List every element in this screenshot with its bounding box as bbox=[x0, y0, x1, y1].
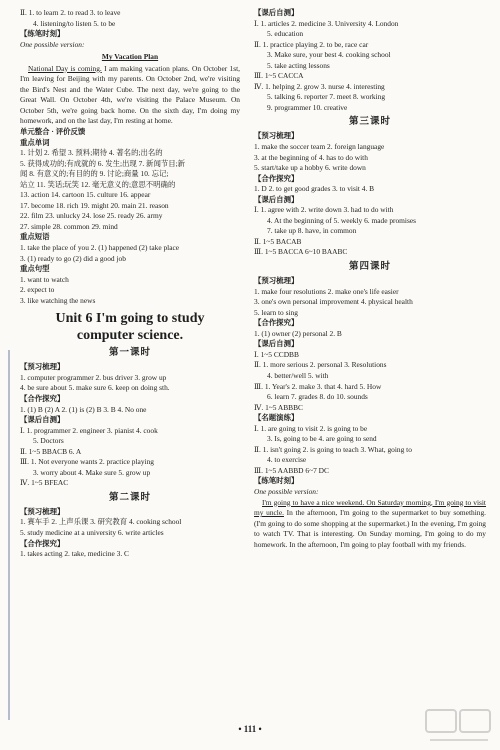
answer-line: Ⅲ. 1. Not everyone wants 2. practice playing bbox=[20, 457, 154, 467]
lesson-heading-1: 第一课时 bbox=[108, 348, 151, 359]
answer-line: 4. listening/to listen 5. to be bbox=[33, 18, 116, 28]
answer-line: Ⅱ. 1~5 BACAB bbox=[254, 236, 302, 246]
left-column bbox=[20, 8, 240, 560]
answer-line: 3. worry about 4. Make sure 5. grow up bbox=[33, 467, 151, 477]
section-header-preview: 【预习梳理】 bbox=[254, 131, 299, 141]
section-header-cooperation: 【合作探究】 bbox=[20, 393, 65, 403]
essay-body: In the afternoon, I'm going to the supermarket to buy something. (I'm going to do some shopping at the supermarket.) In the evening, I'm going to watch TV. That is interesting. On Sunday morning, I'm going to do my homework. In the afternoon, I'm going to play football with my friends. bbox=[254, 508, 486, 549]
key-words-line: 17. become 18. rich 19. might 20. main 21. reason bbox=[20, 200, 169, 210]
answer-line: 7. take up 8. have, in common bbox=[267, 226, 357, 236]
answer-line: 1. D 2. to get good grades 3. to visit 4. B bbox=[254, 184, 375, 194]
answer-line: 4. be sure about 5. make sure 6. keep on doing sth. bbox=[20, 383, 170, 393]
unit-title-line-1: Unit 6 I'm going to study bbox=[55, 311, 205, 327]
answer-line: Ⅲ. 1~5 CACCA bbox=[254, 71, 304, 81]
answer-line: 5. learn to sing bbox=[254, 307, 298, 317]
answer-line: Ⅲ. 1. Year's 2. make 3. that 4. hard 5. How bbox=[254, 381, 382, 391]
section-header-preview: 【预习梳理】 bbox=[254, 276, 299, 286]
lesson-heading-2: 第二课时 bbox=[108, 492, 151, 503]
key-phrases-line: 1. take the place of you 2. (1) happened (2) take place bbox=[20, 243, 180, 253]
answer-line: 9. programmer 10. creative bbox=[267, 102, 348, 112]
key-words-line: 27. simple 28. common 29. mind bbox=[20, 221, 118, 231]
essay-paragraph bbox=[254, 498, 486, 551]
watermark-logo bbox=[424, 706, 494, 746]
section-header-practice: 【练笔时刻】 bbox=[20, 29, 65, 39]
key-sentences-line: 2. expect to bbox=[20, 285, 55, 295]
section-header-preview: 【预习梳理】 bbox=[20, 362, 65, 372]
essay-body: I am making vacation plans. On October 1st, I'm leaving for Beijing with my parents. On October 2nd, we're visiting the Bird's Nest and the Water Cube. The next day, we're going to the Great Wall. On October 4th, we're visiting the Palace Museum. On October 5th, we're going back home. On the sixth day, I'm doing my homework, and on the last day, I'm resting at home. bbox=[20, 63, 241, 126]
answer-line: Ⅳ. 1~5 BFEAC bbox=[20, 478, 69, 488]
key-sentences-line: 3. like watching the news bbox=[20, 295, 96, 305]
section-header-cooperation: 【合作探究】 bbox=[20, 538, 65, 548]
answer-line: 1. (1) owner (2) personal 2. B bbox=[254, 328, 342, 338]
key-words-line: 1. 计划 2. 希望 3. 预料;期待 4. 著名的;出名的 bbox=[20, 148, 163, 158]
section-header-self-test: 【课后自测】 bbox=[254, 194, 299, 204]
section-header-self-test: 【课后自测】 bbox=[20, 415, 65, 425]
answer-line: 5. study medicine at a university 6. write articles bbox=[20, 527, 164, 537]
answer-line: 5. Doctors bbox=[33, 436, 64, 446]
answer-line: 3. at the beginning of 4. has to do with bbox=[254, 152, 368, 162]
key-words-line: 22. film 23. unlucky 24. lose 25. ready 26. army bbox=[20, 211, 163, 221]
answer-line: 4. to exercise bbox=[267, 455, 307, 465]
key-sentences-label: 重点句型 bbox=[20, 264, 50, 274]
essay-first-sentence: National Day is coming. bbox=[28, 63, 102, 73]
answer-line: 5. take acting lessons bbox=[267, 60, 330, 70]
unit-review-header: 单元整合 · 评价反馈 bbox=[20, 127, 86, 137]
key-words-line: 闻 8. 有意义的;有目的的 9. 讨论;商量 10. 忘记; bbox=[20, 169, 169, 179]
answer-line: Ⅱ. 1. isn't going 2. is going to teach 3. What, going to bbox=[254, 444, 412, 454]
answer-line: 3. one's own personal improvement 4. physical health bbox=[254, 297, 413, 307]
essay-paragraph bbox=[20, 64, 240, 127]
answer-line: Ⅳ. 1. helping 2. grow 3. nurse 4. interesting bbox=[254, 81, 385, 91]
answer-line: Ⅰ. 1. are going to visit 2. is going to be bbox=[254, 423, 368, 433]
key-words-label: 重点单词 bbox=[20, 137, 50, 147]
answer-line: 1. (1) B (2) A 2. (1) is (2) B 3. B 4. No one bbox=[20, 404, 147, 414]
answer-line: 4. better/well 5. with bbox=[267, 370, 329, 380]
answer-line: Ⅰ. 1. agree with 2. write down 3. had to do with bbox=[254, 205, 394, 215]
answer-line: 6. learn 7. grades 8. do 10. sounds bbox=[267, 392, 368, 402]
possible-version-label: One possible version: bbox=[254, 486, 319, 496]
lesson-heading-3: 第三课时 bbox=[348, 117, 391, 128]
answer-line: 1. make four resolutions 2. make one's life easier bbox=[254, 286, 399, 296]
answer-line: 5. talking 6. reporter 7. meet 8. working bbox=[267, 92, 386, 102]
answer-line: 1. computer programmer 2. bus driver 3. grow up bbox=[20, 372, 167, 382]
answer-line: 5. start/take up a hobby 6. write down bbox=[254, 163, 366, 173]
possible-version-label: One possible version: bbox=[20, 39, 85, 49]
essay-title: My Vacation Plan bbox=[101, 52, 159, 62]
unit-title bbox=[20, 310, 240, 344]
key-words-line: 5. 获得成功的;有成就的 6. 发生;出现 7. 新闻节目;新 bbox=[20, 158, 186, 168]
section-header-cooperation: 【合作探究】 bbox=[254, 318, 299, 328]
section-header-cooperation: 【合作探究】 bbox=[254, 173, 299, 183]
unit-title-line-2: computer science. bbox=[76, 328, 184, 344]
section-header-preview: 【预习梳理】 bbox=[20, 506, 65, 516]
answer-line: Ⅲ. 1~5 BACCA 6~10 BAABC bbox=[254, 247, 348, 257]
key-sentences-line: 1. want to watch bbox=[20, 274, 69, 284]
answer-line: Ⅰ. 1. articles 2. medicine 3. University 4. London bbox=[254, 18, 399, 28]
answer-line: 1. 赛车手 2. 上声乐课 3. 研究教育 4. cooking school bbox=[20, 517, 182, 527]
answer-line: 3. Make sure, your best 4. cooking school bbox=[267, 50, 391, 60]
answer-line: Ⅳ. 1~5 ABBBC bbox=[254, 402, 303, 412]
answer-line: Ⅰ. 1~5 CCDBB bbox=[254, 349, 299, 359]
essay-underlined: I'm going to have a nice weekend. On Saturday morning, I'm going to visit my uncle. bbox=[254, 497, 486, 518]
section-header-practice: 【练笔时刻】 bbox=[254, 476, 299, 486]
section-header-exam: 【名题演练】 bbox=[254, 413, 299, 423]
page-binding-line bbox=[8, 350, 10, 720]
answer-line: Ⅱ. 1. practice playing 2. to be, race car bbox=[254, 39, 369, 49]
section-header-self-test: 【课后自测】 bbox=[254, 8, 299, 17]
answer-line: 1. make the soccer team 2. foreign language bbox=[254, 142, 385, 152]
answer-line: Ⅱ. 1. to learn 2. to read 3. to leave bbox=[20, 8, 121, 17]
answer-line: Ⅰ. 1. programmer 2. engineer 3. pianist 4. cook bbox=[20, 425, 158, 435]
answer-line: Ⅲ. 1~5 AABBD 6~7 DC bbox=[254, 465, 329, 475]
key-phrases-line: 3. (1) ready to go (2) did a good job bbox=[20, 253, 126, 263]
answer-line: Ⅱ. 1. more serious 2. personal 3. Resolutions bbox=[254, 360, 387, 370]
right-column bbox=[254, 8, 486, 550]
answer-line: 4. At the beginning of 5. weekly 6. made promises bbox=[267, 215, 417, 225]
section-header-self-test: 【课后自测】 bbox=[254, 339, 299, 349]
key-words-line: 站立 11. 笑话;玩笑 12. 毫无意义的;意思不明确的 bbox=[20, 179, 176, 189]
answer-line: Ⅱ. 1~5 BBACB 6. A bbox=[20, 446, 82, 456]
lesson-heading-4: 第四课时 bbox=[348, 262, 391, 273]
key-words-line: 13. action 14. cartoon 15. culture 16. appear bbox=[20, 190, 151, 200]
answer-line: 1. takes acting 2. take, medicine 3. C bbox=[20, 549, 129, 559]
answer-line: 5. education bbox=[267, 29, 304, 39]
page-number: • 111 • bbox=[238, 724, 262, 734]
answer-line: 3. Is, going to be 4. are going to send bbox=[267, 434, 377, 444]
key-phrases-label: 重点短语 bbox=[20, 232, 50, 242]
